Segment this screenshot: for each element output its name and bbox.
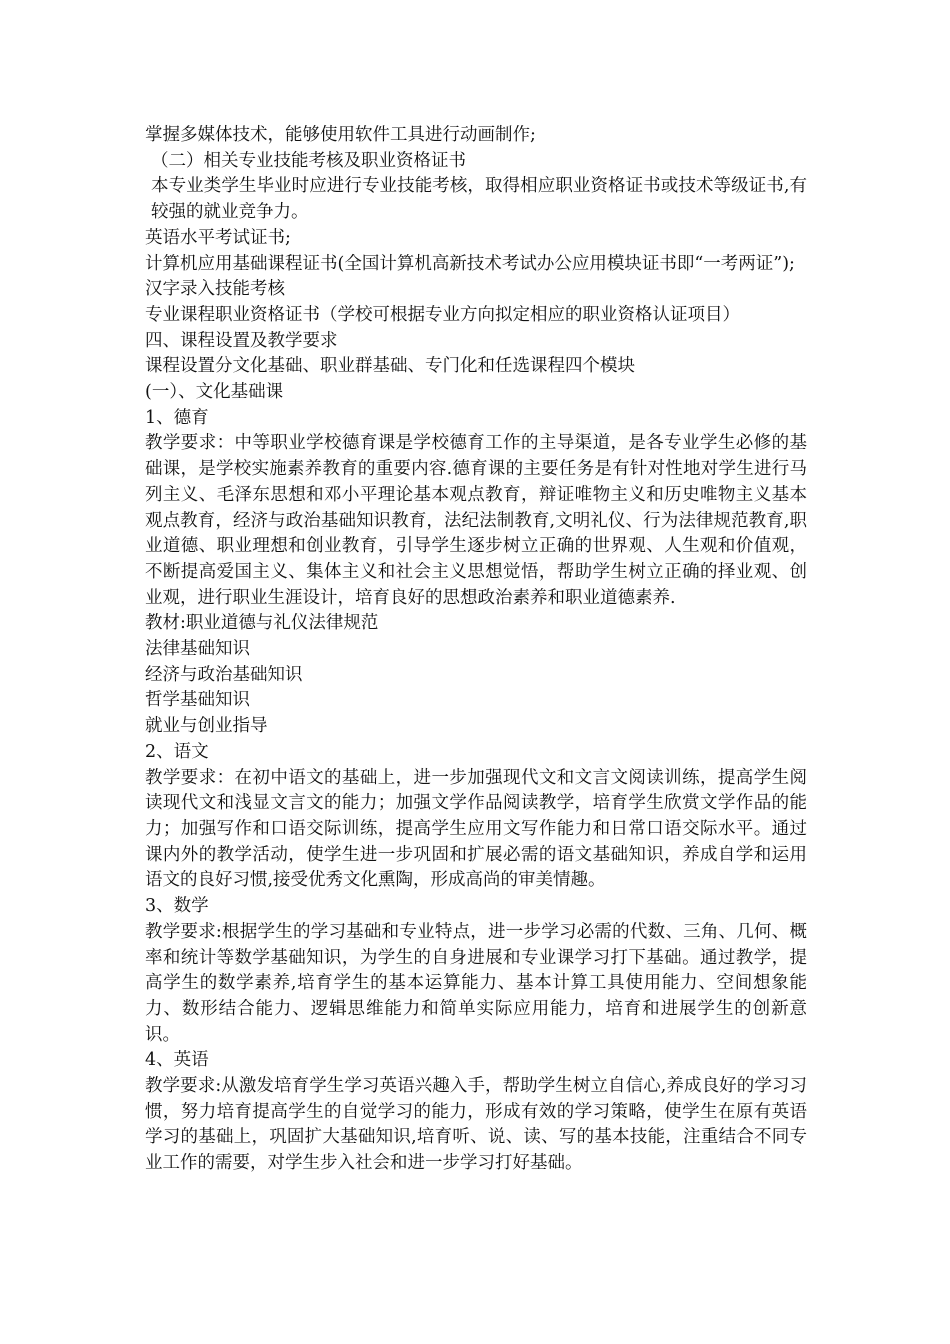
section-heading-curriculum: 四、课程设置及教学要求	[145, 330, 338, 351]
document-page	[145, 123, 807, 1177]
paragraph-multimedia-skill: 掌握多媒体技术，能够使用软件工具进行动画制作;	[145, 125, 536, 145]
list-item-english-certificate: 英语水平考试证书;	[145, 227, 291, 248]
paragraph-skill-assessment: 本专业类学生毕业时应进行专业技能考核，取得相应职业资格证书或技术等级证书,有较强的就业竞争力。	[151, 176, 807, 223]
paragraph-math-requirements: 教学要求:根据学生的学习基础和专业特点，进一步学习必需的代数、三角、几何、概率和统计等数学基础知识，为学生的自身进展和专业课学习打下基础。通过教学，提高学生的数学素养,培育学生的基本运算能力、基本计算工具使用能力、空间想象能力、数形结合能力、逻辑思维能力和简单实际应用能力，培育和进展学生的创新意识。	[145, 921, 807, 1045]
section-heading-certificates: （二）相关专业技能考核及职业资格证书	[151, 150, 466, 171]
list-item-typing-assessment: 汉字录入技能考核	[145, 279, 285, 300]
subsection-heading-cultural-basics: (一）、文化基础课	[145, 382, 284, 403]
paragraph-curriculum-modules: 课程设置分文化基础、职业群基础、专门化和任选课程四个模块	[145, 356, 635, 377]
course-heading-english: 4、英语	[145, 1050, 209, 1071]
list-item-textbook-philosophy: 哲学基础知识	[145, 690, 250, 711]
paragraph-english-requirements: 教学要求:从激发培育学生学习英语兴趣入手，帮助学生树立自信心,养成良好的学习习惯，努力培育提高学生的自觉学习的能力，形成有效的学习策略，使学生在原有英语学习的基础上，巩固扩大基础知识,培育听、说、读、写的基本技能，注重结合不同专业工作的需要，对学生步入社会和进一步学习打好基础。	[145, 1076, 807, 1174]
list-item-computer-certificate: 计算机应用基础课程证书(全国计算机高新技术考试办公应用模块证书即“一考两证”);	[145, 253, 795, 274]
course-heading-math: 3、数学	[145, 896, 209, 917]
list-item-textbook-economics: 经济与政治基础知识	[145, 664, 303, 685]
list-item-textbook-ethics: 教材:职业道德与礼仪法律规范	[145, 613, 379, 634]
paragraph-moral-education-requirements: 教学要求：中等职业学校德育课是学校德育工作的主导渠道，是各专业学生必修的基础课，是学校实施素养教育的重要内容.德育课的主要任务是有针对性地对学生进行马列主义、毛泽东思想和邓小平理论基本观点教育，辩证唯物主义和历史唯物主义基本观点教育，经济与政治基础知识教育，法纪法制教育,文明礼仪、行为法律规范教育,职业道德、职业理想和创业教育，引导学生逐步树立正确的世界观、人生观和价值观，不断提高爱国主义、集体主义和社会主义思想觉悟，帮助学生树立正确的择业观、创业观，进行职业生涯设计，培育良好的思想政治素养和职业道德素养.	[145, 433, 807, 608]
course-heading-chinese: 2、语文	[145, 741, 209, 762]
paragraph-chinese-requirements: 教学要求：在初中语文的基础上，进一步加强现代文和文言文阅读训练，提高学生阅读现代文和浅显文言文的能力；加强文学作品阅读教学，培育学生欣赏文学作品的能力；加强写作和口语交际训练，提高学生应用文写作能力和日常口语交际水平。通过课内外的教学活动，使学生进一步巩固和扩展必需的语文基础知识，养成自学和运用语文的良好习惯,接受优秀文化熏陶，形成高尚的审美情趣。	[145, 767, 807, 891]
list-item-professional-certificate: 专业课程职业资格证书（学校可根据专业方向拟定相应的职业资格认证项目）	[145, 304, 740, 325]
list-item-textbook-employment: 就业与创业指导	[145, 716, 268, 737]
course-heading-moral-education: 1、德育	[145, 407, 209, 428]
list-item-textbook-law: 法律基础知识	[145, 639, 250, 660]
